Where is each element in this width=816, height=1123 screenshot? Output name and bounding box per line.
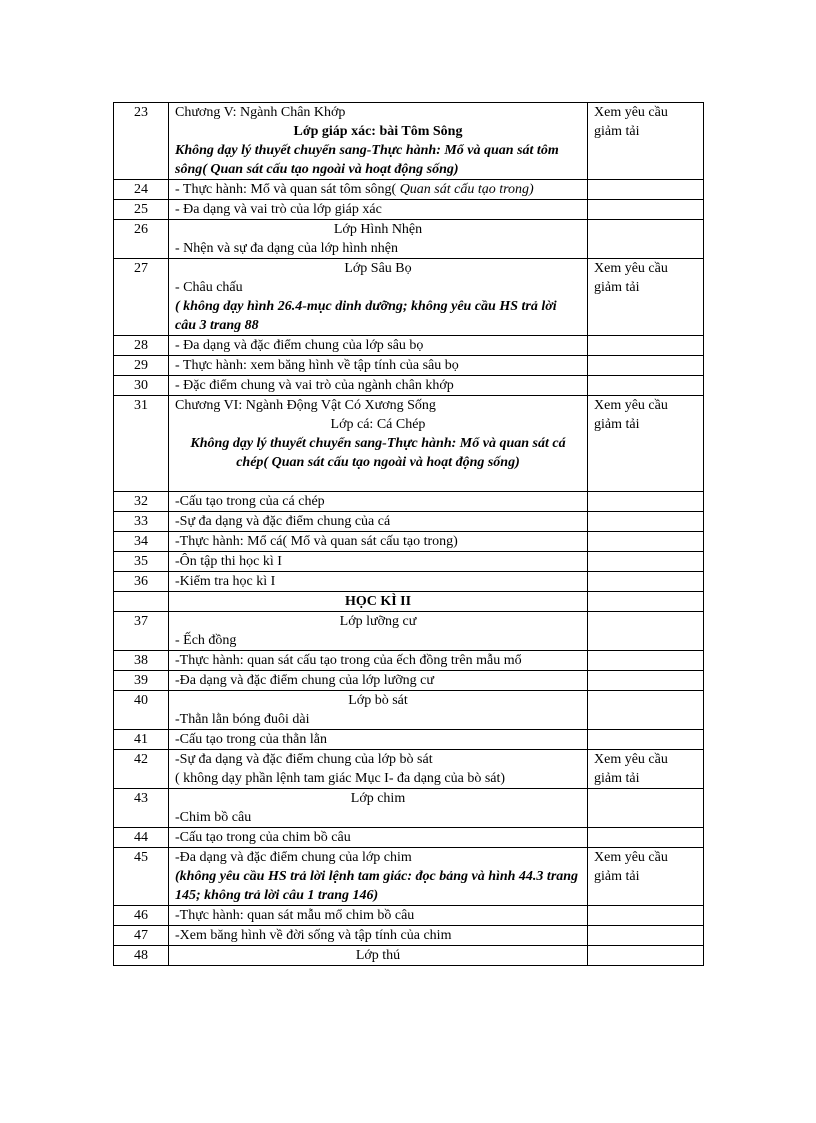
lesson-content: -Xem băng hình về đời sống và tập tính của chim [169,926,588,946]
lesson-number: 31 [114,396,169,492]
remark-cell [588,220,704,259]
lesson-text: - Thực hành: Mổ và quan sát tôm sông( [175,182,397,197]
lesson-title: Lớp giáp xác: bài Tôm Sông [293,124,463,139]
lesson-content: -Kiểm tra học kì I [169,572,588,592]
lesson-note: (không yêu cầu HS trả lời lệnh tam giác: đọc bảng và hình 44.3 trang 145; không trả lời câu 1 trang 146) [175,869,579,903]
lesson-content: - Thực hành: xem băng hình về tập tính của sâu bọ [169,356,588,376]
remark-cell [588,572,704,592]
curriculum-table [113,102,704,966]
remark-cell [588,552,704,572]
lesson-content: - Đa dạng và vai trò của lớp giáp xác [169,200,588,220]
lesson-note: Không dạy lý thuyết chuyển sang-Thực hành: Mổ và quan sát cá chép( Quan sát cấu tạo ngoài và hoạt động sống) [190,436,566,470]
table-row [114,828,704,848]
lesson-number: 23 [114,103,169,180]
remark-cell [588,532,704,552]
lesson-number: 42 [114,750,169,789]
lesson-number: 32 [114,492,169,512]
lesson-content [169,259,588,336]
lesson-number: 37 [114,612,169,651]
lesson-text: -Thằn lằn bóng đuôi dài [175,712,310,727]
remark-cell [588,906,704,926]
lesson-title: Lớp cá: Cá Chép [330,417,426,432]
class-title: Lớp Hình Nhện [333,222,423,237]
lesson-content: -Đa dạng và đặc điểm chung của lớp lưỡng cư [169,671,588,691]
lesson-content: -Ôn tập thi học kì I [169,552,588,572]
remark-cell: Xem yêu cầu giảm tải [588,259,704,336]
lesson-text: -Đa dạng và đặc điểm chung của lớp chim [175,850,412,865]
table-row [114,180,704,200]
table-row [114,789,704,828]
remark-cell [588,356,704,376]
table-row [114,730,704,750]
lesson-text-italic: Quan sát cấu tạo trong) [396,182,534,197]
lesson-number: 26 [114,220,169,259]
lesson-number: 30 [114,376,169,396]
table-row [114,259,704,336]
lesson-content: - Đa dạng và đặc điểm chung của lớp sâu bọ [169,336,588,356]
lesson-content [169,180,588,200]
table-row [114,612,704,651]
remark-cell: Xem yêu cầu giảm tải [588,848,704,906]
lesson-number: 45 [114,848,169,906]
class-title: Lớp Sâu Bọ [344,261,412,276]
lesson-number: 39 [114,671,169,691]
table-row [114,376,704,396]
remark-cell [588,592,704,612]
table-row [114,671,704,691]
lesson-text: -Chim bồ câu [175,810,252,825]
class-title: Lớp bò sát [348,693,408,708]
table-row [114,691,704,730]
remark-cell [588,180,704,200]
table-row [114,220,704,259]
class-title: Lớp chim [350,791,406,806]
table-row [114,492,704,512]
lesson-number: 35 [114,552,169,572]
remark-cell [588,651,704,671]
lesson-content [169,750,588,789]
lesson-number: 43 [114,789,169,828]
lesson-number: 27 [114,259,169,336]
lesson-note: ( không dạy phần lệnh tam giác Mục I- đa dạng của bò sát) [175,771,506,786]
class-title: Lớp lưỡng cư [339,614,417,629]
table-row [114,926,704,946]
table-row [114,750,704,789]
lesson-content: -Cấu tạo trong của cá chép [169,492,588,512]
lesson-content: -Cấu tạo trong của thằn lằn [169,730,588,750]
remark-cell [588,492,704,512]
table-row [114,200,704,220]
remark-cell [588,946,704,966]
table-row [114,946,704,966]
lesson-content: -Thực hành: quan sát mẫu mổ chim bồ câu [169,906,588,926]
lesson-content [169,396,588,492]
semester-row [114,592,704,612]
lesson-text: - Nhện và sự đa dạng của lớp hình nhện [175,241,398,256]
table-row [114,532,704,552]
class-title: Lớp thú [169,946,588,966]
lesson-number: 28 [114,336,169,356]
lesson-text: - Châu chấu [175,280,243,295]
lesson-note: ( không dạy hình 26.4-mục dinh dưỡng; không yêu cầu HS trả lời câu 3 trang 88 [175,299,557,333]
lesson-text: - Ếch đồng [175,633,237,648]
remark-cell [588,336,704,356]
lesson-content: -Cấu tạo trong của chim bồ câu [169,828,588,848]
lesson-number: 25 [114,200,169,220]
remark-cell [588,730,704,750]
remark-cell: Xem yêu cầu giảm tải [588,396,704,492]
table-row [114,396,704,492]
lesson-number: 34 [114,532,169,552]
lesson-content: -Thực hành: Mổ cá( Mổ và quan sát cấu tạo trong) [169,532,588,552]
remark-cell [588,200,704,220]
lesson-content [169,103,588,180]
lesson-number: 41 [114,730,169,750]
remark-cell [588,671,704,691]
remark-cell [588,828,704,848]
lesson-number: 47 [114,926,169,946]
lesson-number: 40 [114,691,169,730]
lesson-number: 46 [114,906,169,926]
remark-cell [588,512,704,532]
lesson-number: 44 [114,828,169,848]
lesson-content [169,789,588,828]
lesson-content [169,612,588,651]
remark-cell: Xem yêu cầu giảm tải [588,103,704,180]
remark-cell [588,376,704,396]
table-row [114,356,704,376]
remark-cell: Xem yêu cầu giảm tải [588,750,704,789]
table-row [114,572,704,592]
lesson-number: 48 [114,946,169,966]
lesson-number: 38 [114,651,169,671]
lesson-number: 24 [114,180,169,200]
lesson-content [169,220,588,259]
lesson-number: 33 [114,512,169,532]
chapter-title: Chương V: Ngành Chân Khớp [175,105,346,120]
lesson-note: Không dạy lý thuyết chuyển sang-Thực hành: Mổ và quan sát tôm sông( Quan sát cấu tạo ngoài và hoạt động sống) [175,143,559,177]
lesson-content [169,691,588,730]
table-row [114,848,704,906]
semester-heading: HỌC KÌ II [169,592,588,612]
remark-cell [588,691,704,730]
lesson-text: -Sự đa dạng và đặc điểm chung của lớp bò sát [175,752,433,767]
lesson-content: -Sự đa dạng và đặc điểm chung của cá [169,512,588,532]
lesson-number: 36 [114,572,169,592]
remark-cell [588,612,704,651]
table-row [114,552,704,572]
chapter-title: Chương VI: Ngành Động Vật Có Xương Sống [175,398,436,413]
table-row [114,906,704,926]
empty-number-cell [114,592,169,612]
lesson-number: 29 [114,356,169,376]
lesson-content [169,848,588,906]
table-row [114,103,704,180]
lesson-content: -Thực hành: quan sát cấu tạo trong của ếch đồng trên mẫu mổ [169,651,588,671]
table-row [114,336,704,356]
table-row [114,512,704,532]
table-row [114,651,704,671]
remark-cell [588,926,704,946]
remark-cell [588,789,704,828]
lesson-content: - Đặc điểm chung và vai trò của ngành chân khớp [169,376,588,396]
